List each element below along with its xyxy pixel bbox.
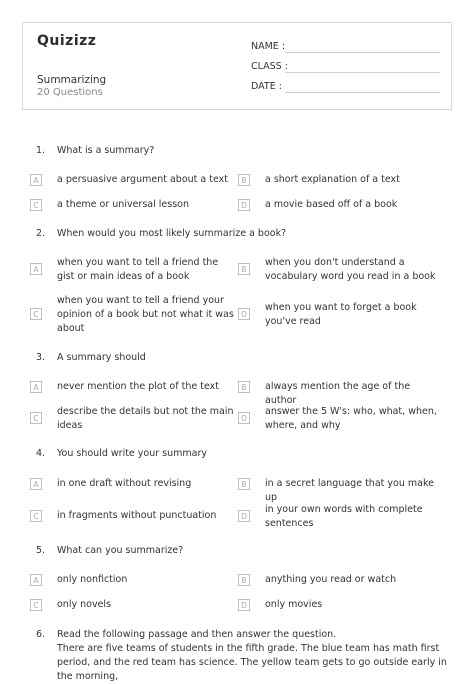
option-text: always mention the age of the author [265,381,411,406]
option-text: only nonfiction [57,574,128,585]
option-text: describe the details but not the main ideas [57,406,234,431]
option-letter-box: C [30,599,42,611]
option-text: a movie based off of a book [265,199,398,210]
option-letter-box: A [30,263,42,275]
option-text: a short explanation of a text [265,174,400,185]
class-field[interactable] [251,61,288,72]
option-text: when you want to tell a friend the gist or main ideas of a book [57,257,219,282]
worksheet-header [22,22,452,110]
option-text: in your own words with complete sentences [265,504,423,529]
option-letter-box: C [30,199,42,211]
option-letter-box: B [238,574,250,586]
question-text: A summary should [57,352,146,363]
option-letter-box: A [30,574,42,586]
worksheet-subtitle: 20 Questions [37,87,103,98]
option-text: when you don't understand a vocabulary word you read in a book [265,257,436,282]
option-text: anything you read or watch [265,574,397,585]
option-letter-box: A [30,174,42,186]
option-letter-box: B [238,381,250,393]
question-text: What can you summarize? [57,545,184,556]
option-letter-box: C [30,510,42,522]
option-letter-box: A [30,381,42,393]
option-text: in fragments without punctuation [57,510,217,521]
question-number: 5. [36,545,46,556]
option-text: in one draft without revising [57,478,192,489]
option-letter-box: C [30,308,42,320]
reading-passage: There are five teams of students in the fifth grade. The blue team has math first period, and the red team has science. The yellow team gets to go outside early in the morning, [57,643,447,682]
name-label: NAME : [251,41,286,52]
option-letter-box: D [238,599,250,611]
question-text: What is a summary? [57,145,155,156]
option-text: only movies [265,599,323,610]
worksheet-title: Summarizing [37,74,107,86]
option-letter-box: B [238,263,250,275]
name-field[interactable] [251,41,285,52]
option-text: when you want to forget a book you've read [265,302,417,327]
question-text: When would you most likely summarize a book? [57,228,287,239]
option-letter-box: A [30,478,42,490]
question-number: 2. [36,228,46,239]
option-text: when you want to tell a friend your opinion of a book but not what it was about [57,295,234,334]
option-letter-box: B [238,478,250,490]
option-text: answer the 5 W's: who, what, when, where, and why [265,406,437,431]
class-line [285,72,440,73]
option-text: a theme or universal lesson [57,199,189,210]
option-text: in a secret language that you make up [265,478,434,503]
quizizz-logo: Quizizz [37,33,97,49]
option-letter-box: B [238,174,250,186]
date-line [285,92,440,93]
option-text: never mention the plot of the text [57,381,219,392]
option-letter-box: C [30,412,42,424]
question-number: 6. [36,629,46,640]
question-text: You should write your summary [57,448,208,459]
question-number: 1. [36,145,46,156]
option-text: a persuasive argument about a text [57,174,228,185]
question-text: Read the following passage and then answer the question. [57,629,337,640]
name-line [285,52,440,53]
class-label: CLASS : [251,61,288,72]
option-letter-box: D [238,308,250,320]
option-letter-box: D [238,510,250,522]
date-field[interactable] [251,81,282,92]
option-text: only novels [57,599,112,610]
question-number: 3. [36,352,46,363]
option-letter-box: D [238,412,250,424]
question-number: 4. [36,448,46,459]
date-label: DATE : [251,81,282,92]
option-letter-box: D [238,199,250,211]
